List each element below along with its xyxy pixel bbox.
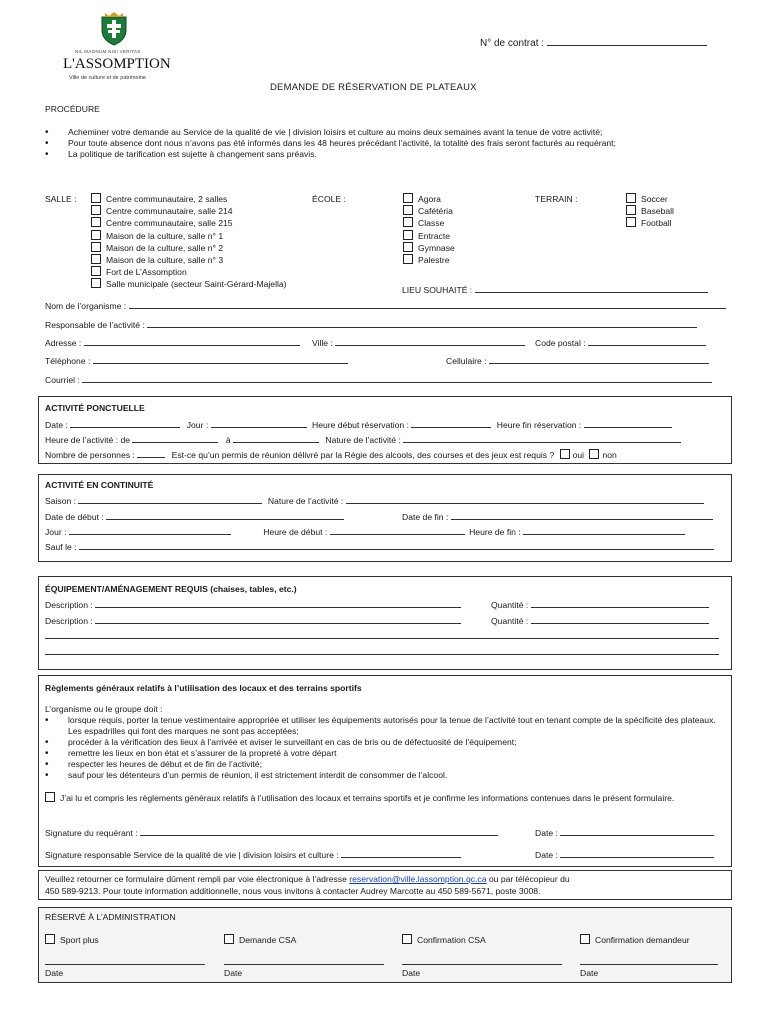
admin-option-demande-csa[interactable]: Demande CSA <box>224 934 296 945</box>
checkbox[interactable] <box>403 242 413 252</box>
form-title: DEMANDE DE RÉSERVATION DE PLATEAUX <box>270 82 477 93</box>
jour-field[interactable]: Jour : <box>187 420 307 430</box>
signature-responsable-date-field[interactable]: Date : <box>535 849 714 860</box>
ecole-option[interactable]: Agora <box>403 193 455 205</box>
equipement-title: ÉQUIPEMENT/AMÉNAGEMENT REQUIS (chaises, tables, etc.) <box>45 584 297 594</box>
sauf-field[interactable]: Sauf le : <box>45 541 714 552</box>
checkbox[interactable] <box>626 217 636 227</box>
activite-ponctuelle-title: ACTIVITÉ PONCTUELLE <box>45 403 145 413</box>
procedure-item: • Acheminer votre demande au Service de la qualité de vie | division loisirs et culture au moins deux semaines avant la tenue de votre activité; <box>45 127 720 138</box>
checkbox[interactable] <box>589 449 599 459</box>
jour-continuite-field[interactable]: Jour : <box>45 527 231 537</box>
reglement-item: • lorsque requis, porter la tenue vestimentaire appropriée et utiliser les équipements autorisés pour la tenue de l’activité tout en tenant compte de la spécificité des plateaux. Les espadrilles qui font des marques ne sont pas acceptées; <box>45 715 720 737</box>
checkbox[interactable] <box>91 230 101 240</box>
ecole-options <box>403 193 455 266</box>
reglements-list <box>45 715 720 781</box>
checkbox[interactable] <box>224 934 234 944</box>
org-ville-field[interactable]: Ville : <box>312 337 525 348</box>
permis-question: Est-ce qu’un permis de réunion délivré par la Régie des alcools, des courses et des jeux est requis ? <box>171 450 555 460</box>
checkbox[interactable] <box>91 266 101 276</box>
equipement-line[interactable] <box>45 654 719 655</box>
ponctuelle-row-2: Heure de l’activité : de à Nature de l’activité : <box>45 434 681 445</box>
salle-label: SALLE : <box>45 194 77 204</box>
checkbox[interactable] <box>403 230 413 240</box>
checkbox[interactable] <box>580 934 590 944</box>
checkbox[interactable] <box>403 193 413 203</box>
org-cellulaire-field[interactable]: Cellulaire : <box>446 355 709 366</box>
org-adresse-field[interactable]: Adresse : <box>45 337 300 348</box>
reglements-title: Règlements généraux relatifs à l’utilisation des locaux et des terrains sportifs <box>45 683 362 693</box>
checkbox[interactable] <box>560 449 570 459</box>
procedure-list <box>45 127 720 160</box>
signature-requerant-field[interactable]: Signature du requérant : <box>45 827 498 838</box>
checkbox[interactable] <box>402 934 412 944</box>
admin-date-label: Date <box>580 968 599 978</box>
permis-non[interactable]: non <box>586 450 616 460</box>
salle-option[interactable]: Salle municipale (secteur Saint-Gérard-Majella) <box>91 278 287 290</box>
signature-requerant-date-field[interactable]: Date : <box>535 827 714 838</box>
logo-tagline: Ville de culture et de patrimoine <box>69 75 146 81</box>
quantite-field-2[interactable]: Quantité : <box>491 615 709 626</box>
checkbox[interactable] <box>91 254 101 264</box>
contract-number[interactable]: N° de contrat : <box>480 37 707 49</box>
continuite-row-1 <box>45 495 704 506</box>
ecole-option[interactable]: Palestre <box>403 254 455 266</box>
ecole-option[interactable]: Classe <box>403 217 455 229</box>
activite-continuite-title: ACTIVITÉ EN CONTINUITÉ <box>45 480 154 490</box>
salle-option[interactable]: Centre communautaire, salle 214 <box>91 205 287 217</box>
checkbox[interactable] <box>91 242 101 252</box>
admin-date-label: Date <box>402 968 421 978</box>
ecole-option[interactable]: Entracte <box>403 230 455 242</box>
admin-date-label: Date <box>224 968 243 978</box>
admin-date-line[interactable] <box>402 964 562 965</box>
heure-debut-field[interactable]: Heure de début : <box>263 527 464 537</box>
org-nom-field[interactable]: Nom de l’organisme : <box>45 300 726 311</box>
signature-responsable-field[interactable]: Signature responsable Service de la qualité de vie | division loisirs et culture : <box>45 849 461 860</box>
procedure-item: • La politique de tarification est sujette à changement sans préavis. <box>45 149 720 160</box>
admin-date-line[interactable] <box>580 964 718 965</box>
lieu-souhaite[interactable]: LIEU SOUHAITÉ : <box>402 284 708 295</box>
saison-field[interactable]: Saison : <box>45 496 262 506</box>
coat-of-arms-icon <box>99 12 129 46</box>
nature-field[interactable]: Nature de l’activité : <box>325 435 681 445</box>
admin-date-label: Date <box>45 968 64 978</box>
salle-option[interactable]: Centre communautaire, salle 215 <box>91 217 287 229</box>
ponctuelle-row-3 <box>45 449 617 460</box>
contact-line-1: Veuillez retourner ce formulaire dûment rempli par voie électronique à l’adresse reservation@ville.lassomption.qc.ca ou par télécopieur du <box>45 874 570 884</box>
checkbox[interactable] <box>91 278 101 288</box>
equipement-line[interactable] <box>45 638 719 639</box>
contact-line-2: 450 589-9213. Pour toute information additionnelle, nous vous invitons à contacter Audrey Marcotte au 450 589-5671, poste 3008. <box>45 886 541 896</box>
reglement-item: • remettre les lieux en bon état et s’assurer de la propreté à votre départ <box>45 748 720 759</box>
logo <box>55 12 175 84</box>
checkbox[interactable] <box>403 254 413 264</box>
terrain-option[interactable]: Baseball <box>626 205 674 217</box>
checkbox[interactable] <box>91 205 101 215</box>
org-code-postal-field[interactable]: Code postal : <box>535 337 706 348</box>
consent-checkbox[interactable] <box>45 792 55 802</box>
email-link[interactable]: reservation@ville.lassomption.qc.ca <box>349 874 487 884</box>
ponctuelle-row-1 <box>45 419 672 430</box>
salle-options <box>91 193 287 291</box>
terrain-options <box>626 193 674 230</box>
salle-option[interactable]: Maison de la culture, salle n° 2 <box>91 242 287 254</box>
org-responsable-field[interactable]: Responsable de l’activité : <box>45 319 697 330</box>
checkbox[interactable] <box>626 205 636 215</box>
checkbox[interactable] <box>91 193 101 203</box>
checkbox[interactable] <box>403 205 413 215</box>
heure-fin-res-field[interactable]: Heure fin réservation : <box>497 420 672 430</box>
ecole-option[interactable]: Cafétéria <box>403 205 455 217</box>
ecole-label: ÉCOLE : <box>312 194 346 204</box>
continuite-row-3 <box>45 526 685 537</box>
nature-continuite-field[interactable]: Nature de l’activité : <box>268 496 704 506</box>
salle-option[interactable]: Fort de L’Assomption <box>91 266 287 278</box>
administration-title: RÉSERVÉ À L’ADMINISTRATION <box>45 912 176 922</box>
date-fin-field[interactable]: Date de fin : <box>402 511 713 522</box>
reglement-item: • respecter les heures de début et de fin de l’activité; <box>45 759 720 770</box>
admin-date-line[interactable] <box>224 964 384 965</box>
salle-option[interactable]: Maison de la culture, salle n° 1 <box>91 230 287 242</box>
permis-oui[interactable]: oui <box>557 450 584 460</box>
reglement-item: • procéder à la vérification des lieux à l’arrivée et aviser le surveillant en cas de bris ou de défectuosité de l’équipement; <box>45 737 720 748</box>
admin-option-sport-plus[interactable]: Sport plus <box>45 934 99 945</box>
heure-activite-field[interactable]: Heure de l’activité : de <box>45 435 218 445</box>
heure-activite-fin-field[interactable] <box>233 434 319 443</box>
checkbox[interactable] <box>626 193 636 203</box>
admin-option-confirmation-demandeur[interactable]: Confirmation demandeur <box>580 934 690 945</box>
salle-option[interactable]: Centre communautaire, 2 salles <box>91 193 287 205</box>
checkbox[interactable] <box>403 217 413 227</box>
terrain-option[interactable]: Soccer <box>626 193 674 205</box>
quantite-field-1[interactable]: Quantité : <box>491 599 709 610</box>
org-telephone-field[interactable]: Téléphone : <box>45 355 348 366</box>
logo-motto: NIL MAGNUM NISI VERITAS <box>75 49 141 54</box>
date-debut-field[interactable]: Date de début : <box>45 512 344 522</box>
reglement-item: • sauf pour les détenteurs d’un permis de réunion, il est strictement interdit de consommer de l’alcool. <box>45 770 720 781</box>
logo-name: L'ASSOMPTION <box>63 56 171 72</box>
ecole-option[interactable]: Gymnase <box>403 242 455 254</box>
description-field-1[interactable]: Description : <box>45 599 461 610</box>
terrain-label: TERRAIN : <box>535 194 578 204</box>
procedure-item: • Pour toute absence dont nous n’avons pas été informés dans les 48 heures précédant l’activité, la totalité des frais seront facturés au requérant; <box>45 138 720 149</box>
procedure-title: PROCÉDURE <box>45 104 100 114</box>
checkbox[interactable] <box>91 217 101 227</box>
date-field[interactable]: Date : <box>45 420 180 430</box>
description-field-2[interactable]: Description : <box>45 615 461 626</box>
reglements-intro: L’organisme ou le groupe doit : <box>45 704 163 714</box>
admin-date-line[interactable] <box>45 964 205 965</box>
terrain-option[interactable]: Football <box>626 217 674 229</box>
admin-option-confirmation-csa[interactable]: Confirmation CSA <box>402 934 486 945</box>
heure-debut-res-field[interactable]: Heure début réservation : <box>312 420 491 430</box>
consent-checkbox-row[interactable]: J’ai lu et compris les règlements généraux relatifs à l’utilisation des locaux et terrains sportifs et je confirme les informations contenues dans le présent formulaire. <box>45 792 717 804</box>
nombre-personnes-field[interactable]: Nombre de personnes : <box>45 450 165 460</box>
heure-fin-field[interactable]: Heure de fin : <box>469 527 685 537</box>
continuite-row-2 <box>45 511 344 522</box>
checkbox[interactable] <box>45 934 55 944</box>
org-courriel-field[interactable]: Courriel : <box>45 374 712 385</box>
salle-option[interactable]: Maison de la culture, salle n° 3 <box>91 254 287 266</box>
